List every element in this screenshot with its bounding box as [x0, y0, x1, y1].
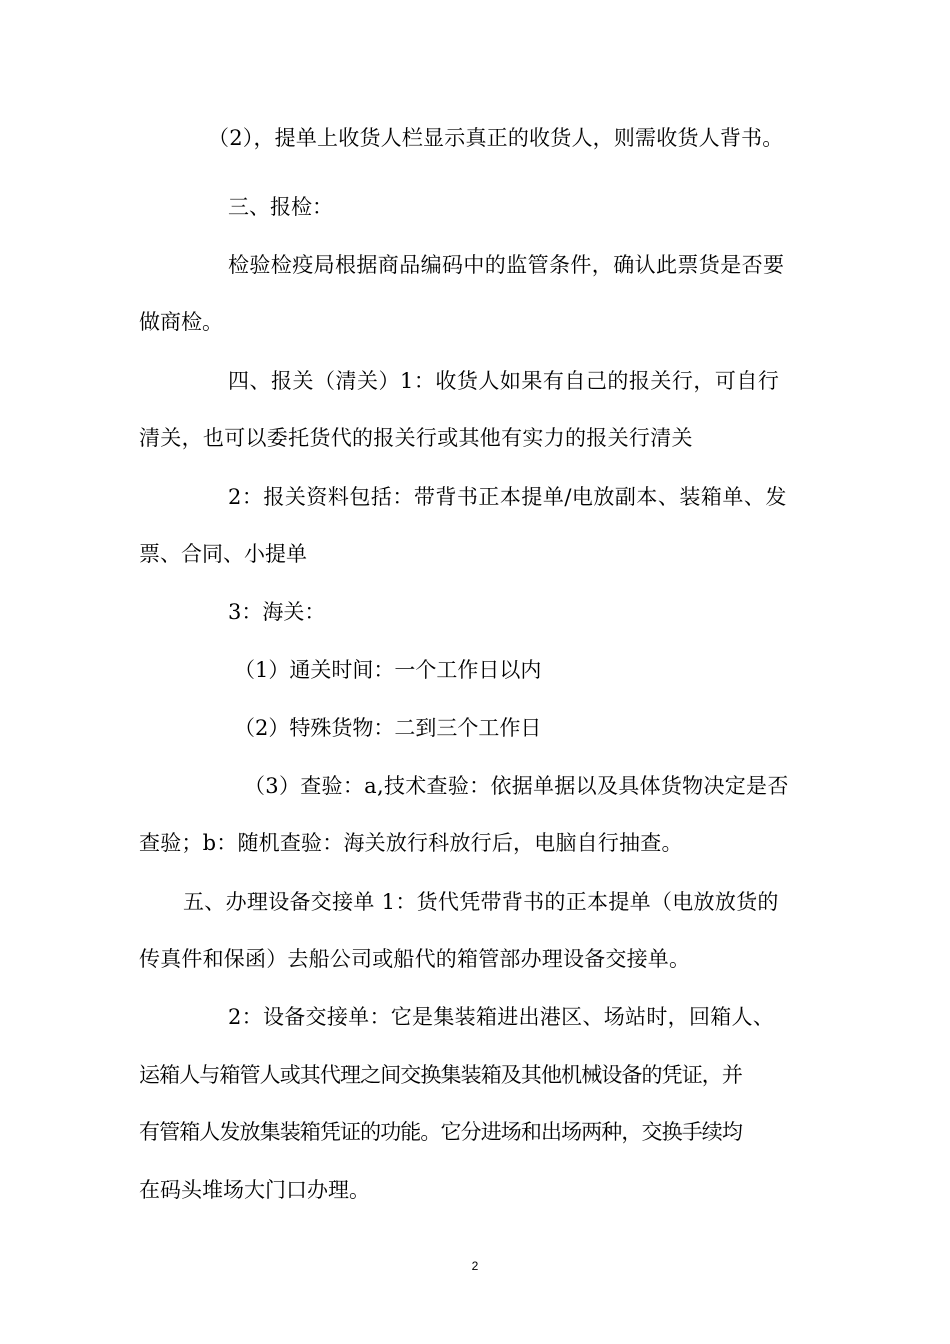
- list-item: （2）特殊货物：二到三个工作日: [234, 716, 542, 740]
- section-heading: 三、报检：: [228, 195, 333, 219]
- section-heading: 五、办理设备交接单 1：货代凭带背书的正本提单（电放放货的: [183, 890, 779, 914]
- paragraph-line: 3：海关：: [228, 600, 326, 624]
- paragraph-line: 2：报关资料包括：带背书正本提单/电放副本、装箱单、发: [228, 485, 787, 509]
- paragraph-line: 做商检。: [139, 310, 223, 334]
- paragraph-line: （2），提单上收货人栏显示真正的收货人，则需收货人背书。: [208, 126, 784, 150]
- paragraph-line: 2：设备交接单：它是集装箱进出港区、场站时，回箱人、: [228, 1005, 775, 1029]
- page-number: 2: [471, 1259, 479, 1273]
- paragraph-line: 检验检疫局根据商品编码中的监管条件，确认此票货是否要: [228, 253, 785, 277]
- section-heading: 四、报关（清关）1：收货人如果有自己的报关行，可自行: [228, 369, 780, 393]
- paragraph-line: 查验；b：随机查验：海关放行科放行后，电脑自行抽查。: [139, 831, 683, 855]
- paragraph-line: 票、合同、小提单: [139, 542, 307, 566]
- paragraph-line: 清关，也可以委托货代的报关行或其他有实力的报关行清关: [139, 426, 693, 450]
- paragraph-line: 运箱人与箱管人或其代理之间交换集装箱及其他机械设备的凭证，并: [139, 1063, 742, 1087]
- paragraph-line: 有管箱人发放集装箱凭证的功能。它分进场和出场两种，交换手续均: [139, 1120, 742, 1144]
- paragraph-line: 传真件和保函）去船公司或船代的箱管部办理设备交接单。: [139, 947, 691, 971]
- list-item: （3）查验：a,技术查验：依据单据以及具体货物决定是否: [244, 774, 789, 798]
- list-item: （1）通关时间：一个工作日以内: [234, 658, 542, 682]
- paragraph-line: 在码头堆场大门口办理。: [139, 1178, 370, 1202]
